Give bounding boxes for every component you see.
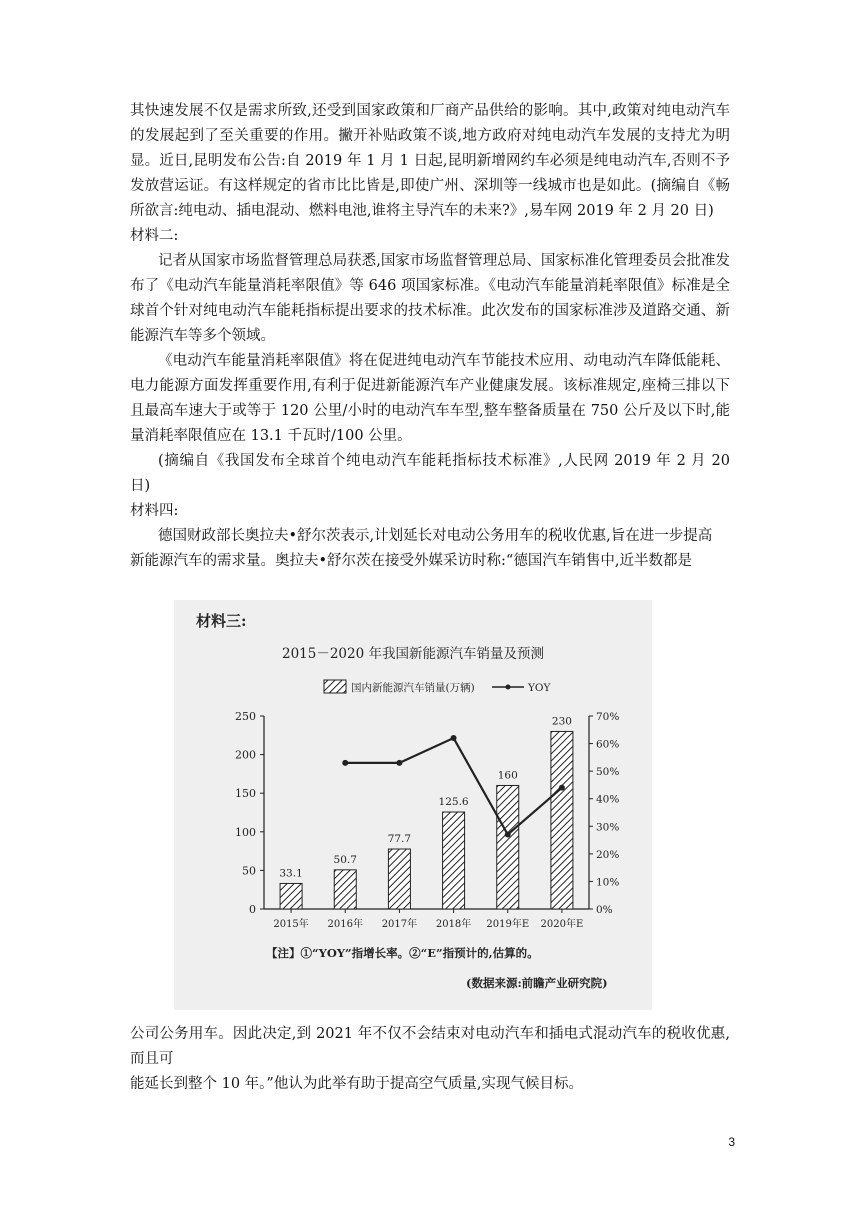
left-tick-label: 250: [235, 710, 256, 723]
left-tick-label: 100: [235, 825, 256, 839]
x-tick-label: 2018年: [435, 919, 472, 930]
x-tick-label: 2016年: [327, 919, 363, 930]
right-tick-label: 70%: [596, 711, 620, 723]
figure-label: 材料三:: [196, 612, 247, 630]
right-tick-label: 40%: [596, 793, 620, 806]
right-tick-label: 0%: [596, 904, 613, 916]
paragraph: 德国财政部长奥拉夫•舒尔茨表示,计划延长对电动公务用车的税收优惠,旨在进一步提高: [158, 528, 713, 544]
plot-area: [235, 710, 619, 930]
text-lower: [130, 1022, 730, 1097]
left-tick-label: 50: [242, 864, 256, 878]
x-tick-label: 2020年E: [540, 919, 584, 930]
paragraph: 新能源汽车的需求量。奥拉夫•舒尔茨在接受外媒采访时称:“德国汽车销售中,近半数都是: [130, 553, 692, 569]
paragraph: 其快速发展不仅是需求所致,还受到国家政策和厂商产品供给的影响。其中,政策对纯电动汽车的发展起到了至关重要的作用。撇开补贴政策不谈,地方政府对纯电动汽车发展的支持尤为明显。近日,昆明发布公告:自 2019 年 1 月 1 日起,昆明新增网约车必须是纯电动汽车,否则不予发放营运证。有这样规定的省市比比皆是,即使广州、深圳等一线城市也是如此。(摘编自《畅所欲言:纯电动、插电混动、燃料电池,谁将主导汽车的未来?》,易车网 2019 年 2 月 20 日): [130, 103, 730, 219]
yoy-point: [505, 832, 511, 838]
bar: [497, 785, 519, 909]
paragraph: 《电动汽车能量消耗率限值》将在促进纯电动汽车节能技术应用、动电动汽车降低能耗、电力能源方面发挥重要作用,有利于促进新能源汽车产业健康发展。该标准规定,座椅三排以下且最高车速大于或等于 120 公里/小时的电动汽车车型,整车整备质量在 750 公斤及以下时,能量消耗率限值应在 13.1 千瓦时/100 公里。: [130, 353, 730, 444]
bar-data-label: 125.6: [438, 796, 469, 809]
chart-note: 【注】①“YOY”指增长率。②“E”指预计的,估算的。: [266, 946, 539, 960]
chart-source: (数据来源:前瞻产业研究院): [466, 976, 608, 990]
right-tick-label: 10%: [596, 876, 620, 889]
chart: [174, 600, 652, 1010]
yoy-point: [559, 785, 565, 791]
material2-heading: 材料二:: [130, 228, 179, 244]
legend-bar-swatch: [324, 680, 346, 693]
yoy-point: [342, 760, 348, 766]
bar-data-label: 33.1: [279, 867, 303, 880]
bar-data-label: 50.7: [333, 853, 357, 866]
legend-bar-label: 国内新能源汽车销量(万辆): [351, 682, 475, 694]
legend: [324, 680, 552, 694]
x-tick-label: 2017年: [381, 919, 418, 930]
left-tick-label: 200: [235, 748, 256, 762]
bar-data-label: 160: [497, 769, 518, 782]
x-tick-label: 2019年E: [486, 919, 530, 930]
chart-figure: [174, 600, 652, 1010]
bar: [443, 812, 465, 909]
bar: [280, 883, 302, 909]
right-tick-label: 50%: [596, 766, 620, 779]
page-number: 3: [728, 1135, 735, 1149]
material4-heading: 材料四:: [130, 503, 179, 519]
paragraph: 能延长到整个 10 年。”他认为此举有助于提高空气质量,实现气候目标。: [130, 1076, 583, 1092]
legend-line-marker: [506, 685, 511, 690]
bar-data-label: 230: [551, 715, 572, 728]
bar: [334, 870, 356, 909]
text-upper: [130, 99, 730, 574]
left-tick-label: 0: [249, 903, 256, 916]
paragraph: 公司公务用车。因此决定,到 2021 年不仅不会结束对电动汽车和插电式混动汽车的税收优惠,而且可: [130, 1026, 730, 1067]
legend-line-label: YOY: [528, 682, 551, 694]
bar-data-label: 77.7: [387, 833, 412, 846]
yoy-point: [451, 735, 457, 741]
left-tick-label: 150: [235, 787, 256, 801]
bar: [551, 731, 573, 909]
right-tick-label: 30%: [596, 821, 620, 834]
bar: [388, 849, 410, 909]
right-tick-label: 60%: [596, 738, 620, 751]
right-tick-label: 20%: [596, 848, 620, 861]
yoy-point: [396, 760, 402, 766]
source-citation: (摘编自《我国发布全球首个纯电动汽车能耗指标技术标准》,人民网 2019 年 2 月 20 日): [130, 453, 730, 494]
x-tick-label: 2015年: [273, 919, 309, 930]
chart-title: 2015－2020 年我国新能源汽车销量及预测: [281, 646, 545, 662]
paragraph: 记者从国家市场监督管理总局获悉,国家市场监督管理总局、国家标准化管理委员会批准发布了《电动汽车能量消耗率限值》等 646 项国家标准。《电动汽车能量消耗率限值》标准是全球首个针对纯电动汽车能耗指标提出要求的技术标准。此次发布的国家标准涉及道路交通、新能源汽车等多个领域。: [130, 253, 730, 344]
